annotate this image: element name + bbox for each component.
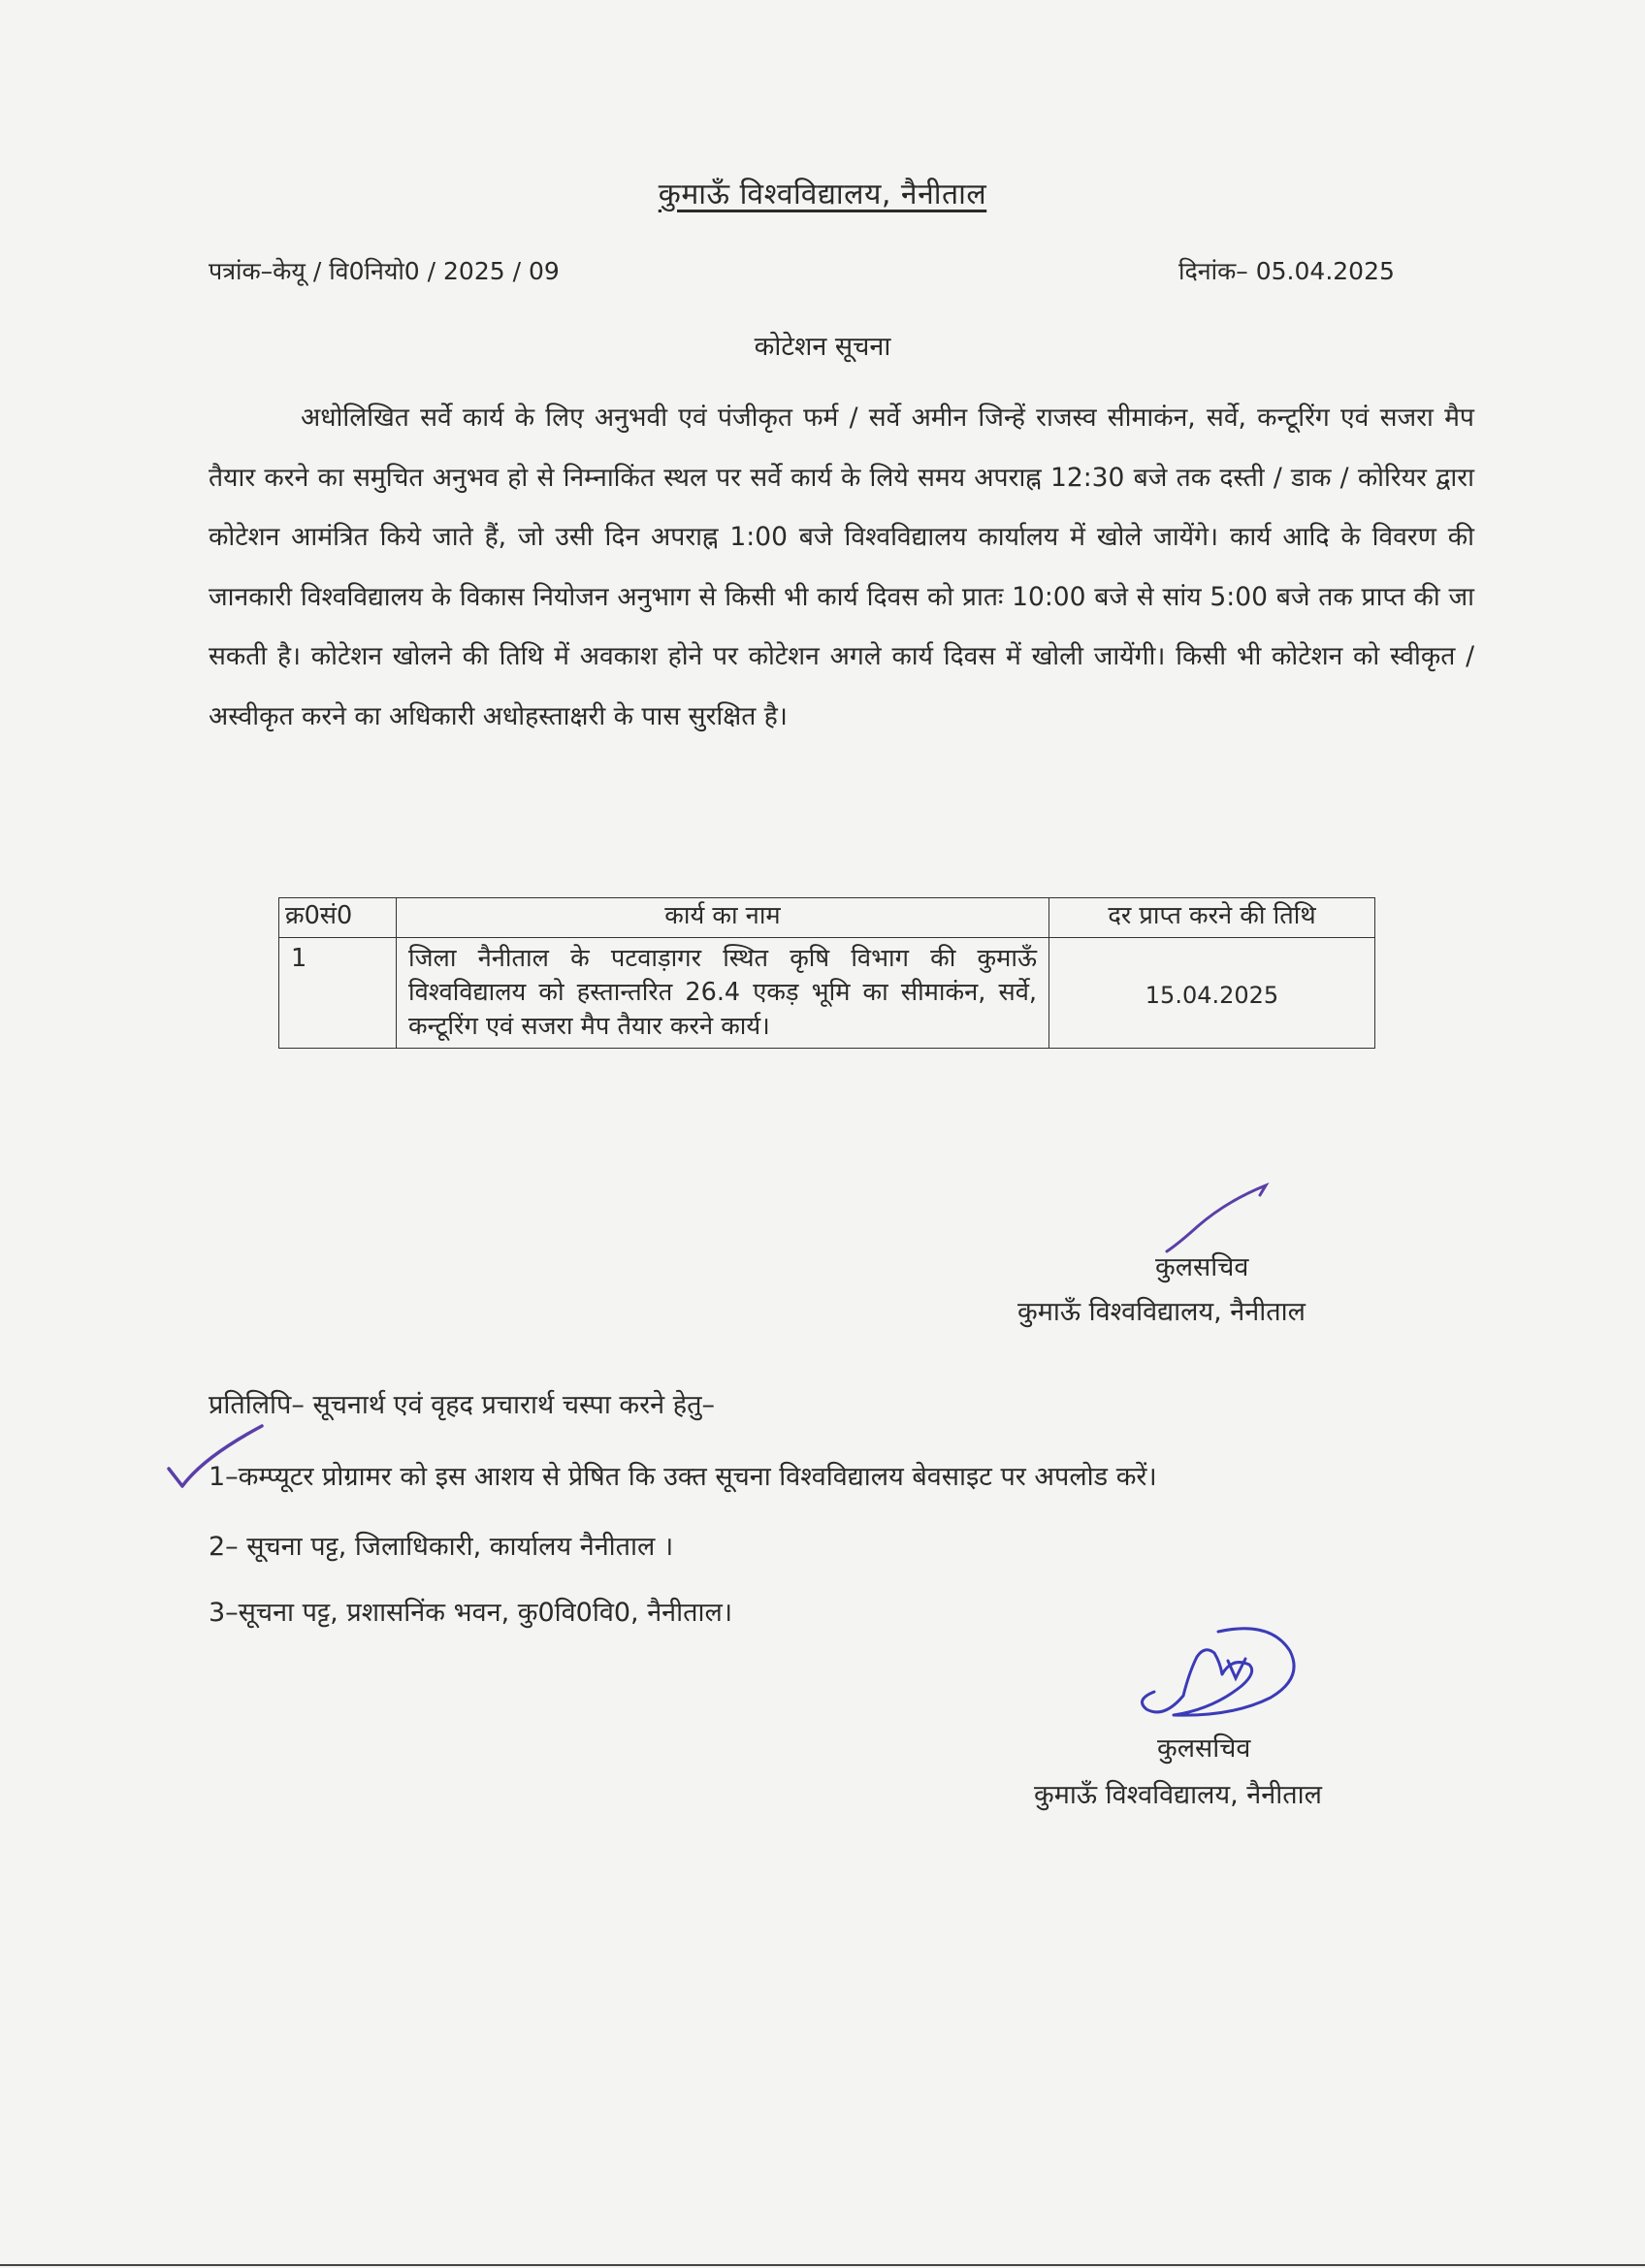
header-serial: क्र0सं0 [279, 898, 397, 938]
table-header-row [279, 898, 1375, 938]
header-work-name: कार्य का नाम [397, 898, 1049, 938]
header-date: दर प्राप्त करने की तिथि [1049, 898, 1375, 938]
cell-work-name: जिला नैनीताल के पटवाड़ागर स्थित कृषि विभाग की कुमाऊँ विश्वविद्यालय को हस्तान्तरित 26.4 एकड़ भूमि का सीमाकंन, सर्वे, कन्टूरिंग एवं सजरा मैप तैयार करने कार्य। [397, 938, 1049, 1049]
reference-number: पत्रांक–केयू / वि0नियो0 / 2025 / 09 [209, 257, 560, 285]
copy-item-2: 2– सूचना पट्ट, जिलाधिकारी, कार्यालय नैनीताल । [209, 1532, 674, 1562]
page-bottom-edge [0, 2264, 1645, 2266]
subject-heading: कोटेशन सूचना [754, 332, 891, 362]
copy-item-1: 1–कम्प्यूटर प्रोग्रामर को इस आशय से प्रेषित कि उक्त सूचना विश्वविद्यालय बेवसाइट पर अपलोड करें। [209, 1462, 1157, 1492]
table-row [279, 938, 1375, 1049]
copy-heading: प्रतिलिपि– सूचनार्थ एवं वृहद प्रचारार्थ चस्पा करने हेतु– [209, 1390, 715, 1420]
signatory-role-1: कुलसचिव [1155, 1252, 1249, 1282]
signatory-role-2: कुलसचिव [1157, 1733, 1251, 1764]
cell-date: 15.04.2025 [1049, 938, 1375, 1049]
copy-item-3: 3–सूचना पट्ट, प्रशासनिंक भवन, कु0वि0वि0, नैनीताल। [209, 1598, 733, 1628]
document-title [0, 173, 1645, 212]
signature-scrawl-2 [1125, 1603, 1319, 1738]
work-table [278, 897, 1375, 1049]
cell-serial: 1 [279, 938, 397, 1049]
signatory-org-1: कुमाऊँ विश्वविद्यालय, नैनीताल [1017, 1297, 1306, 1327]
issue-date: दिनांक– 05.04.2025 [1178, 257, 1395, 285]
university-name-heading: कुमाऊँ विश्वविद्यालय, नैनीताल [658, 178, 987, 211]
signatory-org-2: कुमाऊँ विश्वविद्यालय, नैनीताल [1034, 1780, 1322, 1810]
notice-body: अधोलिखित सर्वे कार्य के लिए अनुभवी एवं पंजीकृत फर्म / सर्वे अमीन जिन्हें राजस्व सीमाकंन, सर्वे, कन्टूरिंग एवं सजरा मैप तैयार करने का समुचित अनुभव हो से निम्नाकिंत स्थल पर सर्वे कार्य के लिये समय अपराह्न 12:30 बजे तक दस्ती / डाक / कोरियर द्वारा कोटेशन आमंत्रित किये जाते हैं, जो उसी दिन अपराह्न 1:00 बजे विश्वविद्यालय कार्यालय में खोले जायेंगे। कार्य आदि के विवरण की जानकारी विश्वविद्यालय के विकास नियोजन अनुभाग से किसी भी कार्य दिवस को प्रातः 10:00 बजे से सांय 5:00 बजे तक प्राप्त की जा सकती है। कोटेशन खोलने की तिथि में अवकाश होने पर कोटेशन अगले कार्य दिवस में खोली जायेंगी। किसी भी कोटेशन को स्वीकृत / अस्वीकृत करने का अधिकारी अधोहस्ताक्षरी के पास सुरक्षित है। [209, 403, 1474, 731]
